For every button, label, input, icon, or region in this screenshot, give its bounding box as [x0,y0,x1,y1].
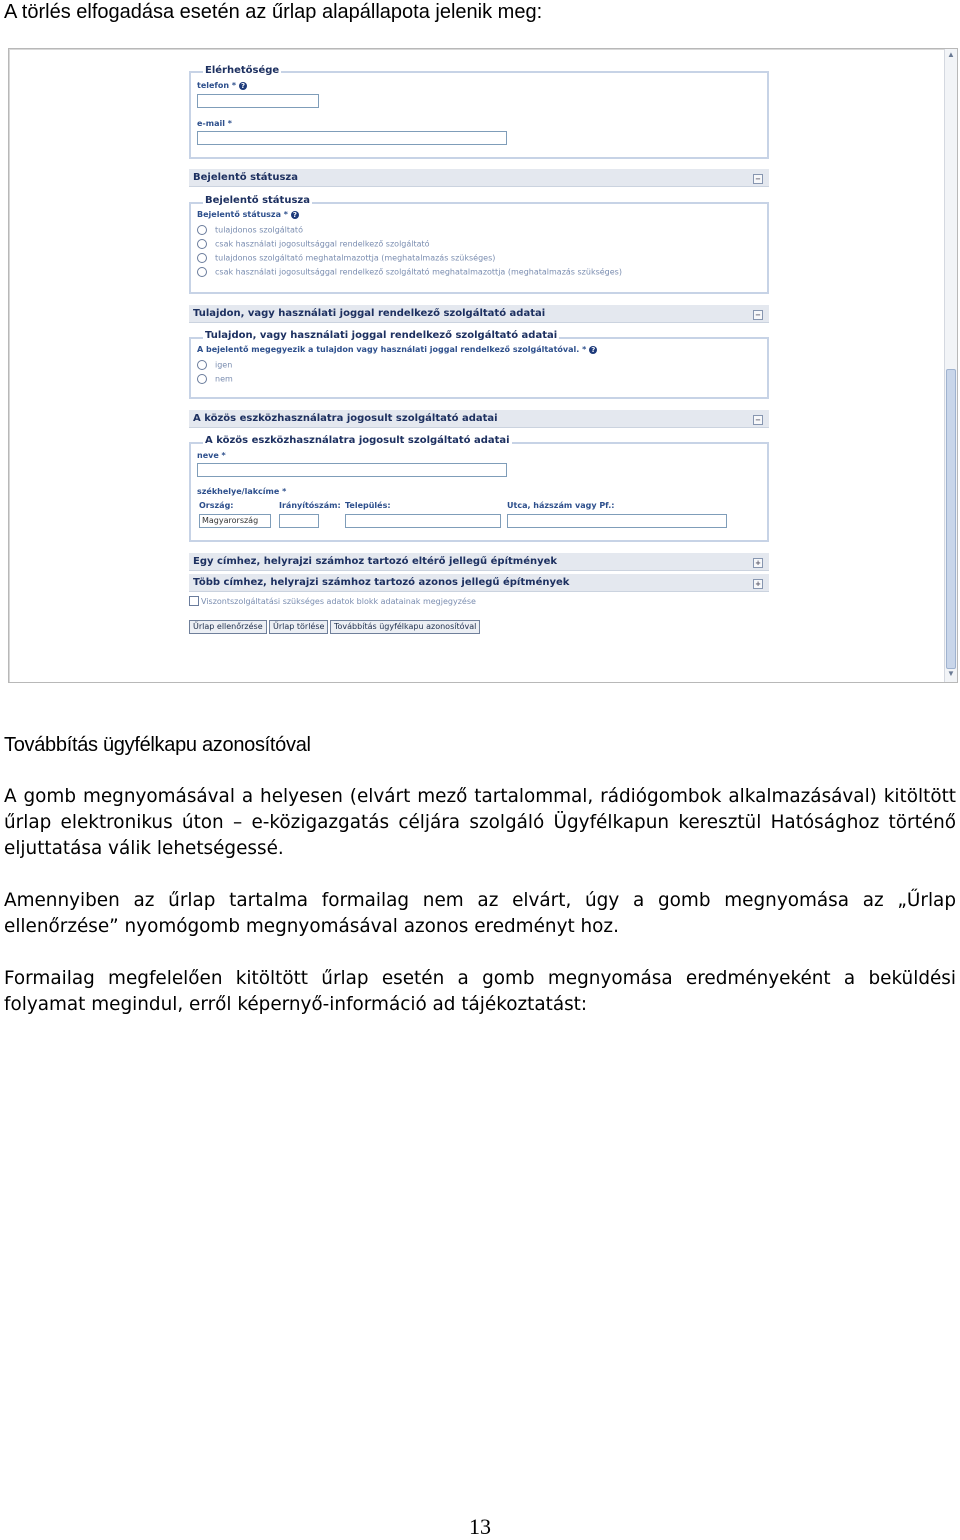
owner-section-bar[interactable]: Tulajdon, vagy használati joggal rendelkező szolgáltató adatai − [189,305,769,323]
paragraph-3: Formailag megfelelően kitöltött űrlap esetén a gomb megnyomása eredményeként a beküldési folyamat megindul, erről képernyő-információ ad tájékoztatást: [4,968,956,1015]
contact-legend: Elérhetősége [205,65,280,76]
street-input[interactable] [507,514,727,528]
expand-icon[interactable]: + [753,558,763,568]
collapse-icon[interactable]: − [753,174,763,184]
scroll-down-icon[interactable]: ▼ [947,669,955,678]
delete-form-button[interactable]: Űrlap törlése [269,620,328,634]
same-buildings-bar[interactable]: Több címhez, helyrajzi számhoz tartozó azonos jellegű építmények + [189,574,769,592]
status-option[interactable]: tulajdonos szolgáltató meghatalmazottja (meghatalmazás szükséges) [197,253,495,263]
status-legend: Bejelentő státusza [205,195,310,206]
shared-section-bar[interactable]: A közös eszközhasználatra jogosult szolgáltató adatai − [189,410,769,428]
city-label: Település: [345,501,391,510]
different-buildings-bar[interactable]: Egy címhez, helyrajzi számhoz tartozó eltérő jellegű építmények + [189,553,769,571]
street-label: Utca, házszám vagy Pf.: [507,501,615,510]
status-option[interactable]: csak használati jogosultsággal rendelkező szolgáltató [197,239,430,249]
radio-button[interactable] [197,239,207,249]
zip-label: Irányítószám: [279,501,341,510]
city-input[interactable] [345,514,501,528]
remember-checkbox[interactable] [189,596,199,606]
country-label: Ország: [199,501,234,510]
zip-input[interactable] [279,514,319,528]
owner-option-no[interactable]: nem [197,374,233,384]
collapse-icon[interactable]: − [753,415,763,425]
section-title: Továbbítás ügyfélkapu azonosítóval [4,734,311,756]
checkbox-label: Viszontszolgáltatási szükséges adatok blokk adatainak megjegyzése [201,597,476,606]
collapse-icon[interactable]: − [753,310,763,320]
expand-icon[interactable]: + [753,579,763,589]
forward-button[interactable]: Továbbítás ügyfélkapu azonosítóval [330,620,480,634]
status-option[interactable]: tulajdonos szolgáltató [197,225,303,235]
radio-button[interactable] [197,374,207,384]
name-input[interactable] [197,463,507,477]
form-screenshot [8,48,958,683]
radio-button[interactable] [197,360,207,370]
phone-input[interactable] [197,94,319,108]
radio-button[interactable] [197,267,207,277]
status-field-label: Bejelentő státusza * ? [197,210,297,219]
status-section-bar[interactable]: Bejelentő státusza − [189,169,769,187]
email-input[interactable] [197,131,507,145]
radio-button[interactable] [197,253,207,263]
contact-fieldset [189,71,769,159]
paragraph-2: Amennyiben az űrlap tartalma formailag nem az elvárt, úgy a gomb megnyomása az „Űrlap ellenőrzése” nyomógomb megnyomásával azonos eredményt hoz. [4,890,956,937]
info-icon[interactable]: ? [591,345,596,354]
info-icon[interactable]: ? [241,81,246,90]
page-number: 13 [469,1514,491,1539]
owner-option-yes[interactable]: igen [197,360,232,370]
owner-legend: Tulajdon, vagy használati joggal rendelkező szolgáltató adatai [205,330,558,341]
intro-text: A törlés elfogadása esetén az űrlap alapállapota jelenik meg: [4,1,543,23]
paragraph-1: A gomb megnyomásával a helyesen (elvárt mező tartalommal, rádiógombok alkalmazásával) kitöltött űrlap elektronikus úton – e-közigazgatás céljára szolgáló Ügyfélkapun keresztül Hatósághoz történő eljuttatása válik lehetségessé. [4,786,956,859]
status-option[interactable]: csak használati jogosultsággal rendelkező szolgáltató meghatalmazottja (meghatalmazás szükséges) [197,267,622,277]
shared-legend: A közös eszközhasználatra jogosult szolgáltató adatai [205,435,510,446]
scroll-thumb[interactable] [946,369,956,669]
scrollbar[interactable] [944,49,957,682]
radio-button[interactable] [197,225,207,235]
check-form-button[interactable]: Űrlap ellenőrzése [189,620,267,634]
email-label: e-mail * [197,119,232,128]
info-icon[interactable]: ? [292,210,297,219]
scroll-up-icon[interactable]: ▲ [947,50,955,59]
phone-label: telefon * ? [197,81,246,90]
name-label: neve * [197,451,226,460]
address-label: székhelye/lakcíme * [197,487,287,496]
country-input[interactable]: Magyarország [199,514,271,528]
owner-question: A bejelentő megegyezik a tulajdon vagy használati joggal rendelkező szolgáltatóval. * ? [197,345,596,354]
